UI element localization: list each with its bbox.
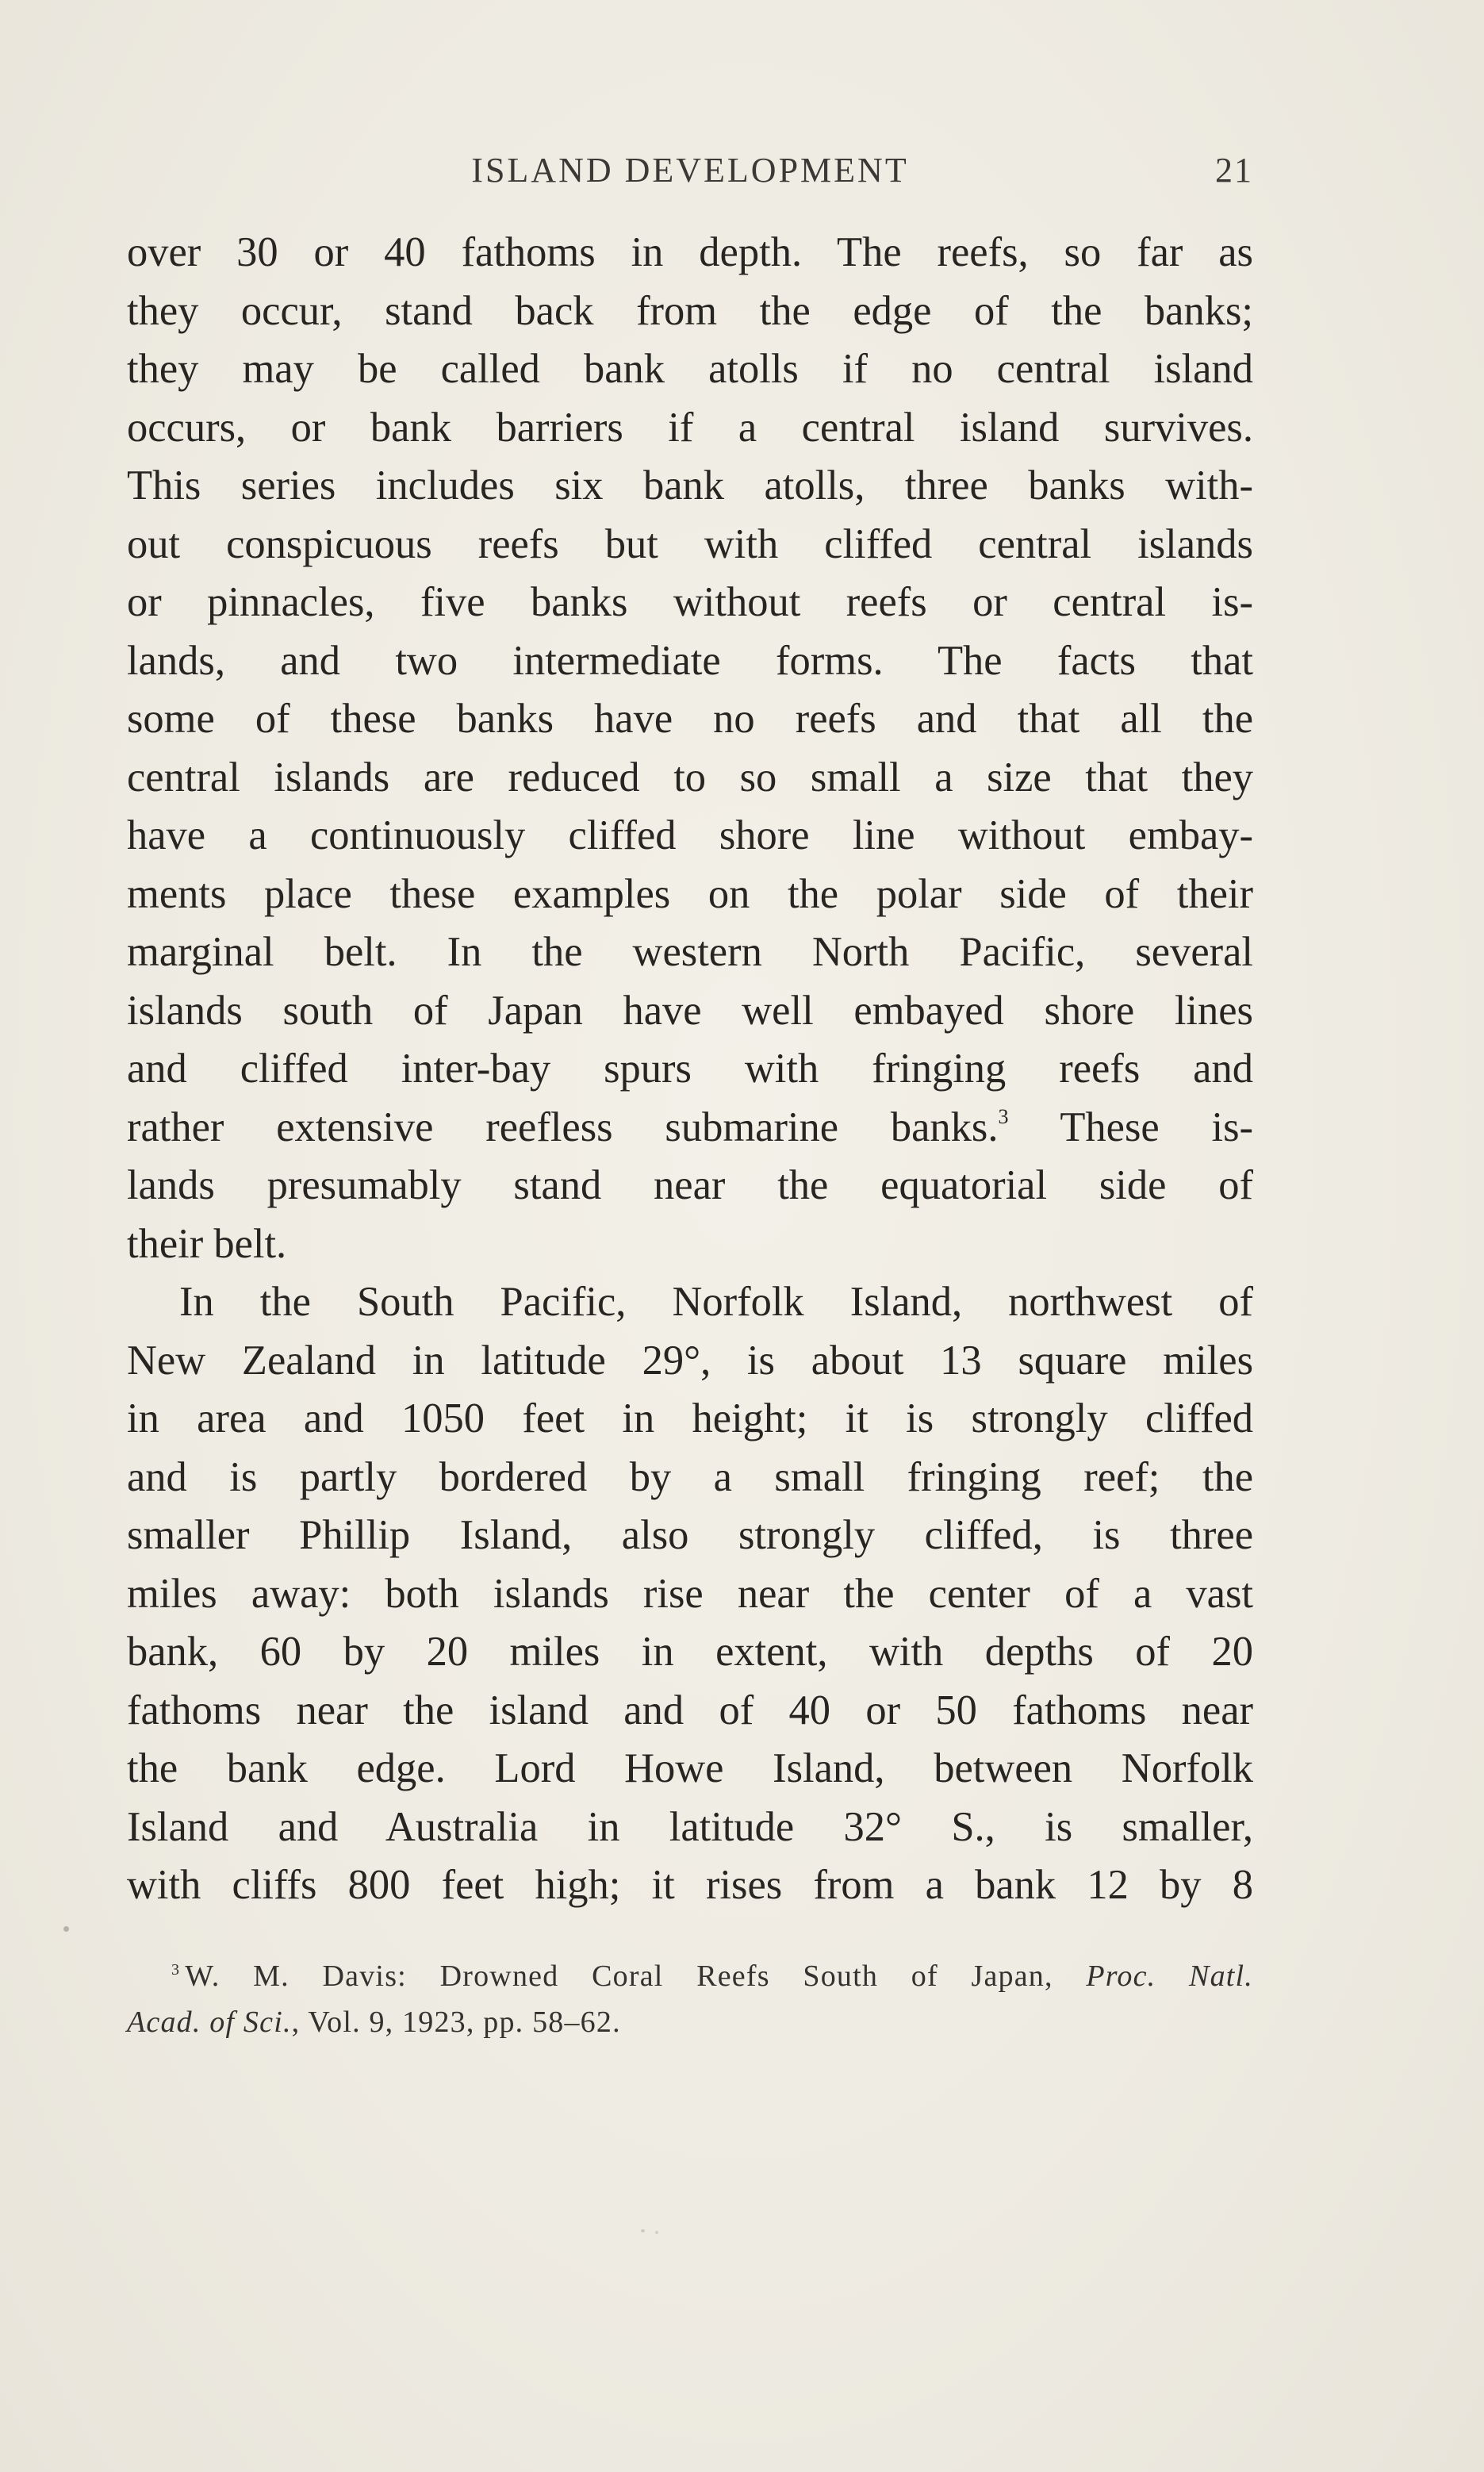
text-line: marginal belt. In the western North Pacific, several bbox=[127, 929, 1253, 975]
text-line: occurs, or bank barriers if a central island survives. bbox=[127, 404, 1253, 451]
text-line: and is partly bordered by a small fringing reef; the bbox=[127, 1453, 1253, 1500]
paper-speck bbox=[655, 2231, 658, 2234]
text-line: miles away: both islands rise near the center of a vast bbox=[127, 1570, 1253, 1617]
text-line: This series includes six bank atolls, three banks with- bbox=[127, 463, 1253, 509]
footnote-line bbox=[127, 1953, 1253, 1999]
text-fragment: rather extensive reefless submarine banks. bbox=[127, 1104, 999, 1150]
text-line: with cliffs 800 feet high; it rises from a bank 12 by 8 bbox=[127, 1862, 1253, 1908]
text-line: In the South Pacific, Norfolk Island, northwest of bbox=[179, 1279, 1253, 1325]
text-line-with-footnote bbox=[127, 1099, 1253, 1157]
text-line: islands south of Japan have well embayed shore lines bbox=[127, 987, 1253, 1034]
footnote-details: , Vol. 9, 1923, pp. 58–62. bbox=[291, 2006, 621, 2039]
footnote-reference: 3 bbox=[998, 1104, 1009, 1128]
text-fragment: These is- bbox=[1008, 1104, 1253, 1150]
text-line: the bank edge. Lord Howe Island, between Norfolk bbox=[127, 1745, 1253, 1791]
text-line: bank, 60 by 20 miles in extent, with depths of 20 bbox=[127, 1629, 1253, 1675]
body-text bbox=[127, 224, 1253, 1915]
paper-speck bbox=[63, 1926, 69, 1932]
text-line: over 30 or 40 fathoms in depth. The reefs, so far as bbox=[127, 229, 1253, 275]
text-line: have a continuously cliffed shore line without embay- bbox=[127, 812, 1253, 858]
paragraph-1 bbox=[127, 224, 1253, 1273]
text-line: lands, and two intermediate forms. The facts that bbox=[127, 637, 1253, 684]
text-line: their belt. bbox=[127, 1220, 287, 1267]
text-line: Island and Australia in latitude 32° S., is smaller, bbox=[127, 1803, 1253, 1850]
text-line: New Zealand in latitude 29°, is about 13 square miles bbox=[127, 1337, 1253, 1384]
paragraph-2 bbox=[127, 1273, 1253, 1915]
text-line: central islands are reduced to so small a size that they bbox=[127, 754, 1253, 800]
text-line: smaller Phillip Island, also strongly cliffed, is three bbox=[127, 1512, 1253, 1558]
text-line: they occur, stand back from the edge of the banks; bbox=[127, 287, 1253, 334]
footnote-citation: W. M. Davis: Drowned Coral Reefs South of Japan, bbox=[185, 1960, 1087, 1993]
text-line: in area and 1050 feet in height; it is strongly cliffed bbox=[127, 1395, 1253, 1441]
running-head: ISLAND DEVELOPMENT bbox=[471, 151, 909, 190]
footnote-line bbox=[127, 1999, 1253, 2045]
paper-speck bbox=[641, 2229, 645, 2232]
footnote-marker: 3 bbox=[171, 1961, 181, 1979]
page-number: 21 bbox=[1215, 151, 1253, 190]
text-line: ments place these examples on the polar side of their bbox=[127, 870, 1253, 917]
text-line: they may be called bank atolls if no central island bbox=[127, 346, 1253, 392]
footnote-journal: Acad. of Sci. bbox=[127, 2006, 292, 2039]
footnote bbox=[127, 1953, 1253, 2045]
page-header bbox=[127, 143, 1253, 198]
footnote-journal: Proc. Natl. bbox=[1086, 1960, 1253, 1993]
text-line: some of these banks have no reefs and that all the bbox=[127, 696, 1253, 742]
text-line: fathoms near the island and of 40 or 50 fathoms near bbox=[127, 1687, 1253, 1733]
text-line: lands presumably stand near the equatorial side of bbox=[127, 1162, 1253, 1208]
text-line: or pinnacles, five banks without reefs or central is- bbox=[127, 579, 1253, 625]
text-line: and cliffed inter-bay spurs with fringing reefs and bbox=[127, 1046, 1253, 1092]
text-line: out conspicuous reefs but with cliffed central islands bbox=[127, 520, 1253, 567]
